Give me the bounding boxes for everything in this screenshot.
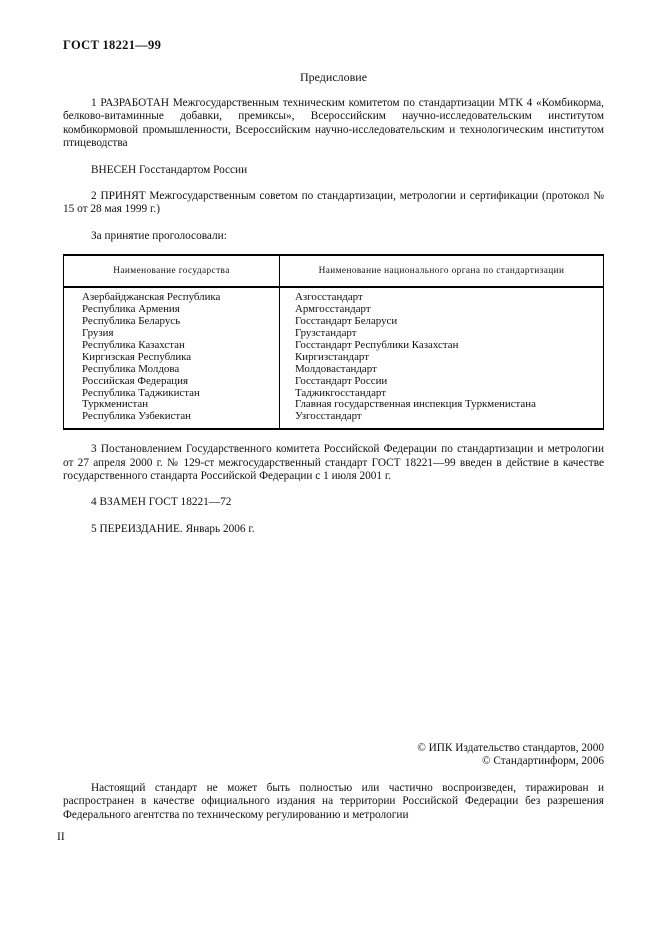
footer-block (63, 742, 604, 822)
org-cell: Киргизстандарт (295, 350, 369, 363)
country-cell: Республика Беларусь (64, 316, 280, 328)
header-cell-state: Наименование государства (64, 255, 280, 287)
country-cell: Российская Федерация (64, 376, 280, 388)
org-cell: Госстандарт России (295, 374, 388, 387)
country-cell: Киргизская Республика (64, 352, 280, 364)
paragraph-adopted: 2 ПРИНЯТ Межгосударственным советом по стандартизации, метрологии и сертификации (протокол № 15 от 28 мая 1999 г.) (63, 190, 604, 216)
copyright-line-1: © ИПК Издательство стандартов, 2000 (417, 742, 604, 754)
vote-table (63, 254, 604, 430)
country-cell: Азербайджанская Республика (64, 287, 280, 304)
doc-number: ГОСТ 18221—99 (63, 38, 162, 52)
org-cell: Главная государственная инспекция Туркменистана (295, 398, 536, 411)
org-cell: Узгосстандарт (295, 410, 362, 423)
org-cell: Молдовастандарт (295, 362, 377, 375)
org-cell: Госстандарт Беларуси (295, 315, 398, 328)
paragraph-enacted: 3 Постановлением Государственного комитета Российской Федерации по стандартизации и метрологии от 27 апреля 2000 г. № 129-ст межгосударственный стандарт ГОСТ 18221—99 введен в действие в качестве государственного стандарта Российской Федерации с 1 июля 2001 г. (63, 443, 604, 483)
country-cell: Республика Узбекистан (64, 411, 280, 429)
page-number: II (57, 831, 65, 843)
foreword-title: Предисловие (299, 70, 368, 84)
org-cell: Грузстандарт (295, 326, 357, 339)
copyright-line-2: © Стандартинформ, 2006 (481, 755, 604, 768)
page-content (63, 38, 604, 536)
org-cell: Азгосстандарт (295, 291, 363, 304)
vote-intro: За принятие проголосовали: (91, 229, 227, 242)
org-cell: Армгосстандарт (295, 303, 371, 316)
country-cell: Республика Армения (64, 304, 280, 316)
table-row (64, 340, 604, 352)
country-cell: Республика Казахстан (64, 340, 280, 352)
table-row (64, 287, 604, 304)
country-cell: Грузия (64, 328, 280, 340)
paragraph-developed: 1 РАЗРАБОТАН Межгосударственным техническим комитетом по стандартизации МТК 4 «Комбикорма, белково-витаминные добавки, премиксы», Всероссийским научно-исследовательским институтом комбикормовой промышленности, Всероссийским научно-исследовательским и технологическим институтом птицеводства (63, 97, 604, 150)
paragraph-submitted: ВНЕСЕН Госстандартом России (91, 163, 248, 176)
vote-table-body (64, 287, 604, 429)
country-cell: Туркменистан (64, 399, 280, 411)
country-cell: Республика Молдова (64, 364, 280, 376)
vote-table-head (64, 255, 604, 287)
paragraph-reissue: 5 ПЕРЕИЗДАНИЕ. Январь 2006 г. (91, 522, 255, 535)
table-row (64, 411, 604, 429)
vote-table-header-row (64, 255, 604, 287)
table-row (64, 364, 604, 376)
org-cell: Таджикгосстандарт (295, 386, 386, 399)
table-row (64, 352, 604, 364)
paragraph-replaces: 4 ВЗАМЕН ГОСТ 18221—72 (91, 496, 232, 509)
country-cell: Республика Таджикистан (64, 388, 280, 400)
restriction-paragraph: Настоящий стандарт не может быть полностью или частично воспроизведен, тиражирован и распространен в качестве официального издания на территории Российской Федерации без разрешения Федерального агентства по техническому регулированию и метрологии (63, 781, 604, 821)
org-cell: Госстандарт Республики Казахстан (295, 338, 459, 351)
table-row (64, 376, 604, 388)
header-cell-body: Наименование национального органа по стандартизации (280, 255, 604, 287)
